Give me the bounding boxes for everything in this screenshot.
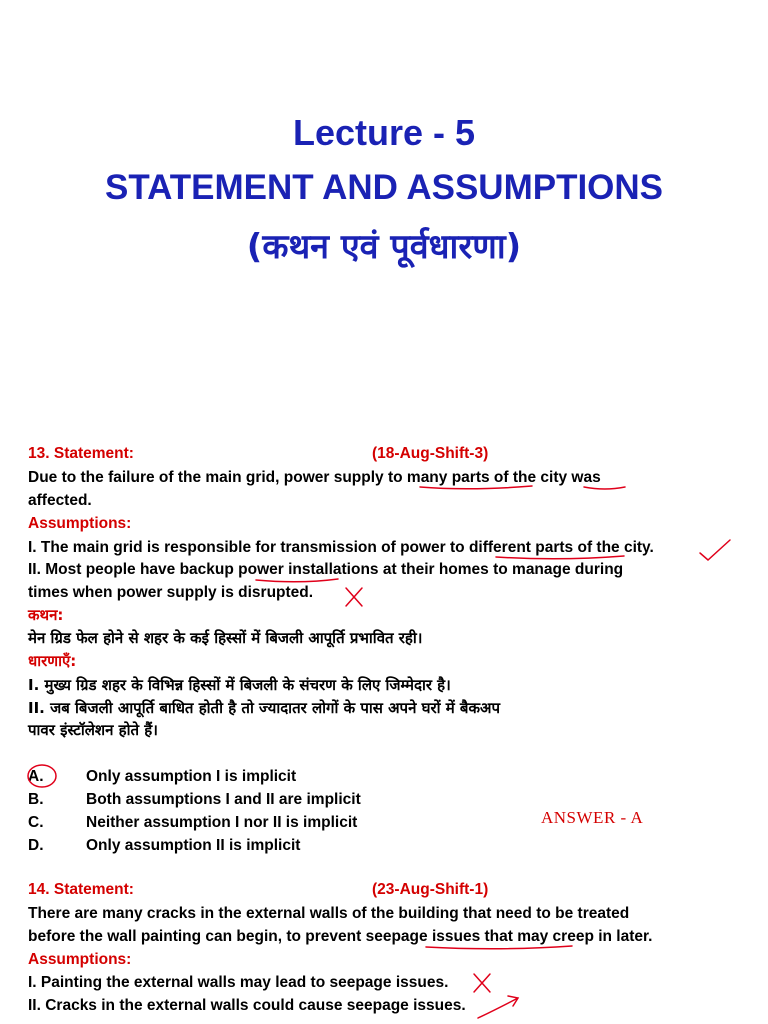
cross-mark-icon (346, 588, 362, 606)
q13-assumptions-label: Assumptions: (28, 515, 132, 532)
arrow-mark-icon (478, 996, 518, 1018)
option-b-text: Both assumptions I and II are implicit (86, 791, 361, 808)
cross-mark-icon-2 (474, 974, 490, 992)
topic-title-hindi: (कथन एवं पूर्वधारणा) (246, 227, 522, 267)
q13-assumptions-hindi-label: धारणाएँ: (28, 652, 77, 670)
q13-statement-hindi-label: कथन: (28, 606, 64, 624)
q13-assumption-1: I. The main grid is responsible for transmission of power to different parts of the city. (28, 539, 654, 556)
q13-assumption-hindi-1: I. मुख्य ग्रिड शहर के विभिन्न हिस्सों में बिजली के संचरण के लिए जिम्मेदार है। (28, 676, 451, 694)
q13-assumption-2: II. Most people have backup power installations at their homes to manage during (28, 561, 624, 578)
option-a-letter: A. (28, 768, 44, 785)
q14-label: 14. Statement: (28, 881, 134, 898)
q13-source: (18-Aug-Shift-3) (372, 445, 489, 462)
q13-assumption-hindi-2: II. जब बिजली आपूर्ति बाधित होती है तो ज्यादातर लोगों के पास अपने घरों में बैकअप (28, 699, 500, 717)
option-c-letter: C. (28, 814, 44, 831)
q14-assumption-2: II. Cracks in the external walls could cause seepage issues. (28, 997, 466, 1014)
answer-label: ANSWER - A (541, 808, 644, 827)
option-d-letter: D. (28, 837, 44, 854)
option-b-letter: B. (28, 791, 44, 808)
option-d-text: Only assumption II is implicit (86, 837, 301, 854)
q14-statement-line-1: There are many cracks in the external walls of the building that need to be treated (28, 905, 630, 922)
option-c-text: Neither assumption I nor II is implicit (86, 814, 358, 831)
q14-assumption-1: I. Painting the external walls may lead to seepage issues. (28, 974, 449, 991)
q13-assumption-hindi-2-cont: पावर इंस्टॉलेशन होते हैं। (28, 721, 158, 739)
q13-assumption-2-cont: times when power supply is disrupted. (28, 584, 314, 601)
topic-title: STATEMENT AND ASSUMPTIONS (104, 168, 664, 207)
q13-label: 13. Statement: (28, 445, 134, 462)
q14-assumptions-label: Assumptions: (28, 951, 132, 968)
check-mark-icon (700, 540, 730, 560)
q13-statement-line-2: affected. (28, 492, 92, 509)
q13-statement-hindi: मेन ग्रिड फेल होने से शहर के कई हिस्सों में बिजली आपूर्ति प्रभावित रही। (28, 629, 423, 647)
q13-statement-line-1: Due to the failure of the main grid, power supply to many parts of the city was (28, 469, 601, 486)
option-a-text: Only assumption I is implicit (86, 768, 297, 785)
q14-statement-line-2: before the wall painting can begin, to prevent seepage issues that may creep in later. (28, 928, 653, 945)
lecture-title: Lecture - 5 (292, 112, 476, 153)
q14-source: (23-Aug-Shift-1) (372, 881, 489, 898)
